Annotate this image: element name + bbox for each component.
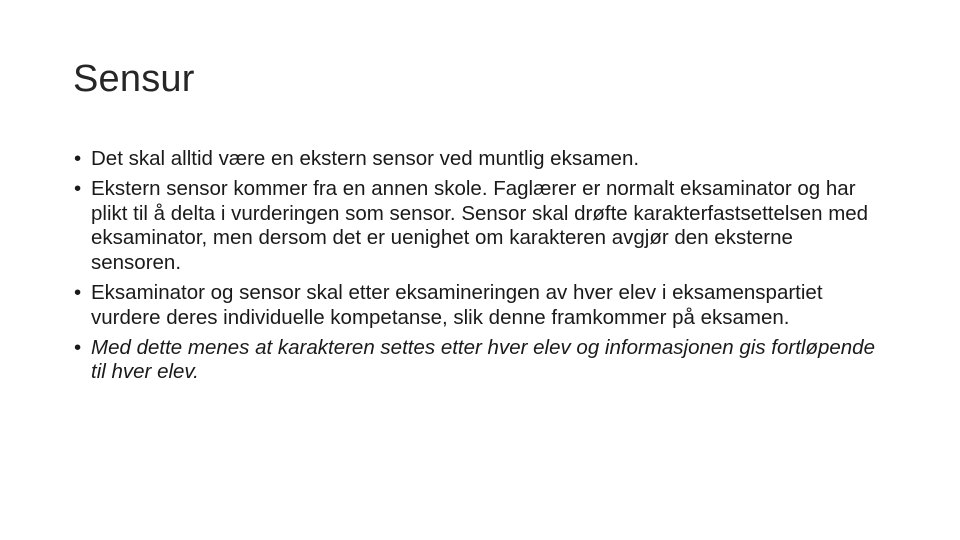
bullet-text: Det skal alltid være en ekstern sensor ved muntlig eksamen. <box>91 147 640 170</box>
bullet-item <box>74 177 884 275</box>
bullet-item <box>74 147 884 172</box>
bullet-marker: • <box>74 280 82 304</box>
slide-title: Sensur <box>73 58 195 100</box>
bullet-item <box>74 336 884 385</box>
bullet-text: Eksaminator og sensor skal etter eksamineringen av hver elev i eksamenspartiet vurdere deres individuelle kompetanse, slik denne framkommer på eksamen. <box>91 280 823 329</box>
bullet-marker: • <box>74 335 82 359</box>
bullet-text: Med dette menes at karakteren settes etter hver elev og informasjonen gis fortløpende til hver elev. <box>91 335 875 384</box>
bullet-marker: • <box>74 177 82 201</box>
bullet-list <box>74 147 884 390</box>
bullet-item <box>74 281 884 330</box>
bullet-marker: • <box>74 147 82 170</box>
bullet-text: Ekstern sensor kommer fra en annen skole. Faglærer er normalt eksaminator og har plikt til å delta i vurderingen som sensor. Sensor skal drøfte karakterfastsettelsen med eksaminator, men dersom det er uenighet om karakteren avgjør den eksterne sensoren. <box>91 177 869 274</box>
